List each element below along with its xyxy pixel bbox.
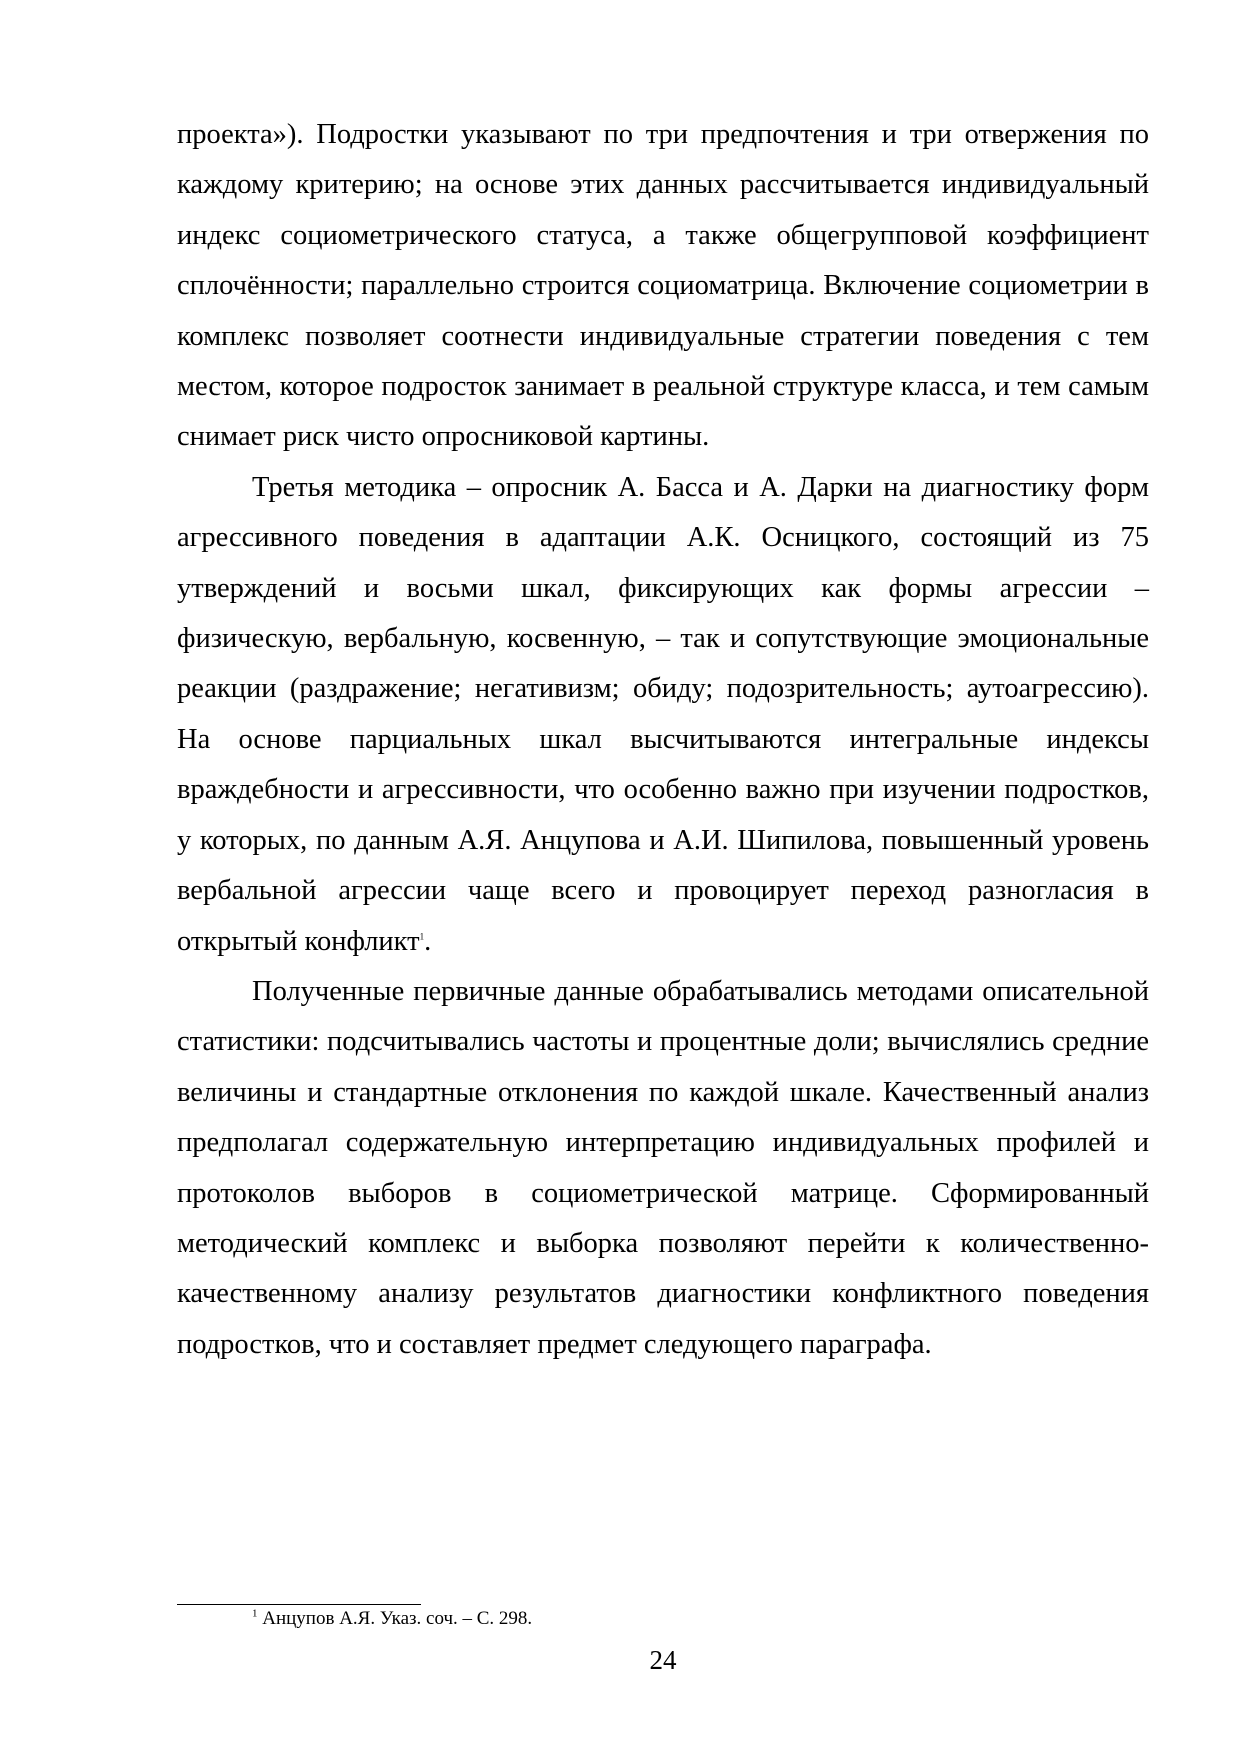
footnote-separator [177, 1604, 421, 1605]
page-number: 24 [649, 1645, 677, 1675]
footnote-text: Анцупов А.Я. Указ. соч. – С. 298. [257, 1608, 533, 1629]
paragraph-data-processing: Полученные первичные данные обрабатывались методами описательной статистики: подсчитывались частоты и процентные доли; вычислялись средние величины и стандартные отклонения по каждой шкале. Качественный анализ предполагал содержательную интерпретацию индивидуальных профилей и протоколов выборов в социометрической матрице. Сформированный методический комплекс и выборка позволяют перейти к количественно-качественному анализу результатов диагностики конфликтного поведения подростков, что и составляет предмет следующего параграфа. [177, 975, 1149, 1360]
footnote [252, 1607, 532, 1631]
footnote-number: 1 [252, 1607, 258, 1620]
paragraph-buss-durkee-end: . [424, 925, 432, 957]
paragraph-sociometry-continuation: проекта»). Подростки указывают по три предпочтения и три отвержения по каждому критерию; на основе этих данных рассчитывается индивидуальный индекс социометрического статуса, а также общегрупповой коэффициент сплочённости; параллельно строится социоматрица. Включение социометрии в комплекс позволяет соотнести индивидуальные стратегии поведения с тем местом, которое подросток занимает в реальной структуре класса, и тем самым снимает риск чисто опросниковой картины. [177, 119, 1149, 453]
body-text [177, 110, 1149, 1370]
footnote-reference[interactable]: 1 [419, 931, 425, 941]
paragraph-buss-durkee-text: Третья методика – опросник А. Басса и А. Дарки на диагностику форм агрессивного поведения в адаптации А.К. Осницкого, состоящий из 75 утверждений и восьми шкал, фиксирующих как формы агрессии – физическую, вербальную, косвенную, – так и сопутствующие эмоциональные реакции (раздражение; негативизм; обиду; подозрительность; аутоагрессию). На основе парциальных шкал высчитываются интегральные индексы враждебности и агрессивности, что особенно важно при изучении подростков, у которых, по данным А.Я. Анцупова и А.И. Шипилова, повышенный уровень вербальной агрессии чаще всего и провоцирует переход разногласия в открытый конфликт [177, 471, 1149, 957]
paragraph-buss-durkee-method [177, 463, 1149, 967]
